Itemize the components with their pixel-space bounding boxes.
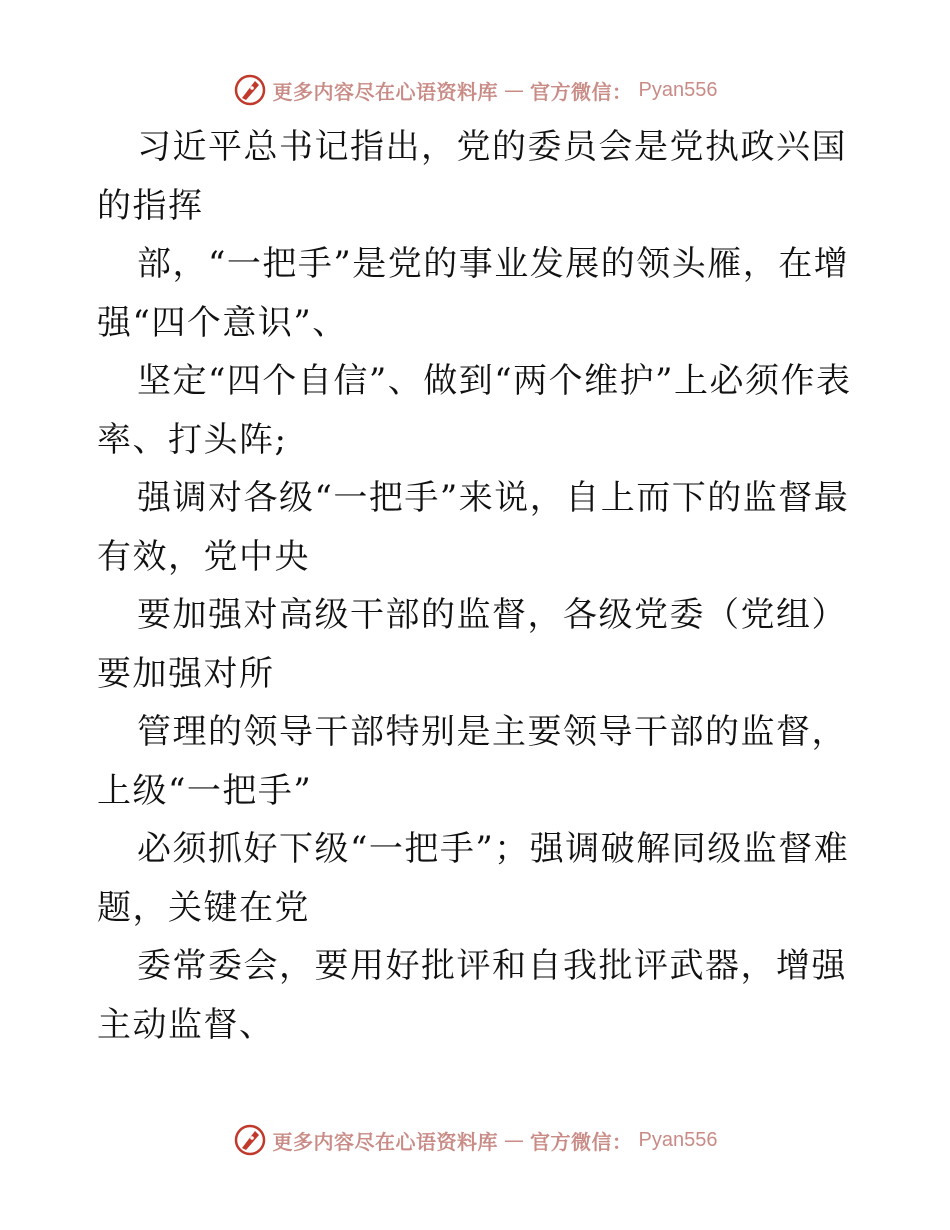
pen-nib-circle-icon xyxy=(233,1123,267,1157)
watermark-brand-text: 更多内容尽在心语资料库 xyxy=(272,79,499,104)
paragraph: 委常委会，要用好批评和自我批评武器，增强主动监督、 xyxy=(97,946,847,1045)
paragraph: 坚定“四个自信”、做到“两个维护”上必须作表率、打头阵; xyxy=(97,361,852,460)
paragraph: 管理的领导干部特别是主要领导干部的监督，上级“一把手” xyxy=(97,712,847,811)
watermark-wechat-label: 官方微信： xyxy=(530,79,633,104)
watermark-wechat-id: Pyan556 xyxy=(638,78,718,101)
watermark-wechat-label: 官方微信： xyxy=(530,1129,633,1154)
document-body xyxy=(97,118,857,1054)
watermark-separator: — xyxy=(504,78,525,102)
watermark-separator: — xyxy=(504,1128,525,1152)
pen-nib-circle-icon xyxy=(233,73,267,107)
footer-watermark xyxy=(0,1120,950,1160)
watermark-wechat-id: Pyan556 xyxy=(638,1128,718,1151)
paragraph: 强调对各级“一把手”来说，自上而下的监督最有效，党中央 xyxy=(97,478,850,577)
watermark-group xyxy=(233,73,718,107)
watermark-brand-text: 更多内容尽在心语资料库 xyxy=(272,1129,499,1154)
paragraph: 必须抓好下级“一把手”；强调破解同级监督难题，关键在党 xyxy=(97,829,850,928)
watermark-group xyxy=(233,1123,718,1157)
paragraph: 习近平总书记指出，党的委员会是党执政兴国的指挥 xyxy=(97,127,847,226)
header-watermark xyxy=(0,70,950,110)
paragraph: 部，“一把手”是党的事业发展的领头雁，在增强“四个意识”、 xyxy=(97,244,850,343)
paragraph: 要加强对高级干部的监督，各级党委（党组）要加强对所 xyxy=(97,595,847,694)
